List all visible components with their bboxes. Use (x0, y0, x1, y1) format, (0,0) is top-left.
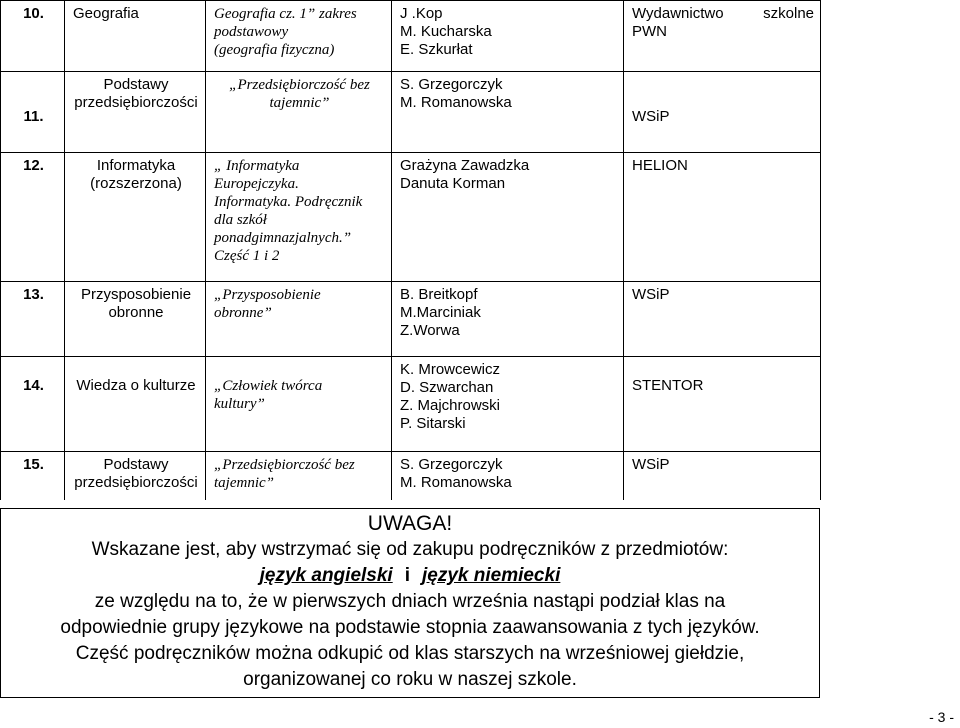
notice-languages (1, 563, 819, 589)
row-number: 10. (1, 1, 65, 72)
notice-line: organizowanej co roku w naszej szkole. (243, 669, 577, 690)
publisher-cell: STENTOR (624, 357, 821, 452)
publisher-cell: Wydawnictwo szkolne PWN (624, 1, 821, 72)
subject-cell: Podstawy przedsiębiorczości (65, 72, 206, 153)
table-row (1, 282, 821, 357)
notice-box (0, 508, 820, 698)
row-number: 11. (1, 72, 65, 153)
language-english: język angielski (259, 565, 393, 586)
table-row (1, 72, 821, 153)
notice-line: ze względu na to, że w pierwszych dniach września nastąpi podział klas na (94, 591, 726, 612)
title-cell: Geografia cz. 1” zakres podstawowy (geografia fizyczna) (206, 1, 392, 72)
notice-heading: UWAGA! (367, 512, 453, 535)
conjunction: i (404, 565, 410, 586)
notice-line: Część podręczników można odkupić od klas starszych na wrześniowej giełdzie, (75, 643, 745, 664)
title-cell: „ Informatyka Europejczyka. Informatyka. Podręcznik dla szkół ponadgimnazjalnych.” Część 1 i 2 (206, 153, 392, 282)
title-cell: „Przedsiębiorczość bez tajemnic” (206, 72, 392, 153)
row-number: 14. (1, 357, 65, 452)
subject-cell: Przysposobienie obronne (65, 282, 206, 357)
row-number: 15. (1, 452, 65, 501)
publisher-cell: WSiP (624, 452, 821, 501)
authors-cell: K. Mrowcewicz D. Szwarchan Z. Majchrowski P. Sitarski (392, 357, 624, 452)
row-number: 12. (1, 153, 65, 282)
row-number: 13. (1, 282, 65, 357)
notice-line: Wskazane jest, aby wstrzymać się od zakupu podręczników z przedmiotów: (91, 539, 729, 560)
table-row (1, 357, 821, 452)
title-cell: „Przedsiębiorczość bez tajemnic” (206, 452, 392, 501)
table-row (1, 153, 821, 282)
title-cell: „Przysposobienie obronne” (206, 282, 392, 357)
publisher-cell: WSiP (624, 72, 821, 153)
authors-cell: J .Kop M. Kucharska E. Szkurłat (392, 1, 624, 72)
authors-cell: S. Grzegorczyk M. Romanowska (392, 452, 624, 501)
publisher-cell: WSiP (624, 282, 821, 357)
table-row (1, 452, 821, 501)
subject-cell: Wiedza o kulturze (65, 357, 206, 452)
subject-cell: Geografia (65, 1, 206, 72)
authors-cell: B. Breitkopf M.Marciniak Z.Worwa (392, 282, 624, 357)
title-cell: „Człowiek twórca kultury” (206, 357, 392, 452)
page-number: - 3 - (929, 709, 954, 725)
notice-line: odpowiednie grupy językowe na podstawie stopnia zaawansowania z tych języków. (60, 617, 760, 638)
subject-cell: Podstawy przedsiębiorczości (65, 452, 206, 501)
authors-cell: S. Grzegorczyk M. Romanowska (392, 72, 624, 153)
language-german: język niemiecki (421, 565, 561, 586)
table-row (1, 1, 821, 72)
subject-cell: Informatyka (rozszerzona) (65, 153, 206, 282)
authors-cell: Grażyna Zawadzka Danuta Korman (392, 153, 624, 282)
publisher-cell: HELION (624, 153, 821, 282)
